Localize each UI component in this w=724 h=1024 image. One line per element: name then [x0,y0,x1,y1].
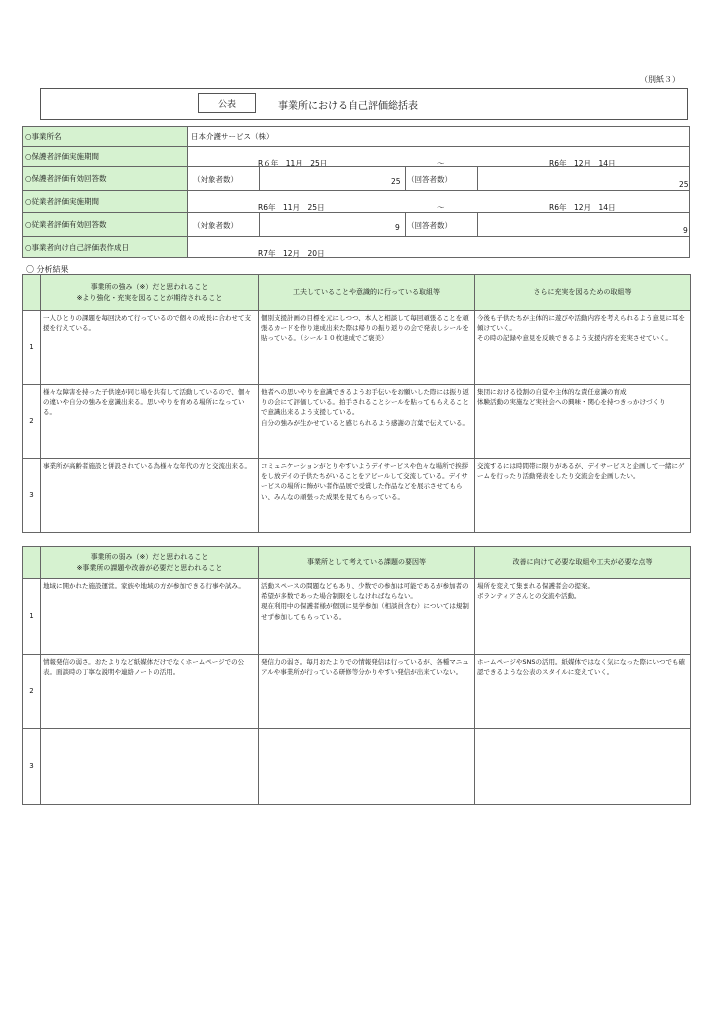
row-number: 2 [23,655,41,729]
office-name-value: 日本介護サービス（株） [191,132,274,141]
strength-text: 事業所が高齢者施設と併設されている為様々な年代の方と交流出来る。 [41,459,259,533]
weakness-cause-text: 発信力の弱さ。毎月おたよりでの情報発信は行っているが、各種マニュアルや事業所が行っている研修等分かりやすい発信が出来ていない。 [259,655,475,729]
report-date-row [22,236,690,258]
row-number: 1 [23,311,41,385]
strengths-table [22,274,691,533]
row-number: 3 [23,729,41,805]
strength-text: 一人ひとりの課題を毎回決めて行っているので個々の成長に合わせて支援を行えている。 [41,311,259,385]
staff-count-label: ○従業者評価有効回答数 [23,213,188,236]
weakness-text: 地域に開かれた施設運営。家族や地域の方が参加できる行事や試み。 [41,579,259,655]
parent-count-label: ○保護者評価有効回答数 [23,167,188,190]
report-date-value: R7年 12月 20日 [258,249,325,258]
weakness-improve-text: ホームページやSNSの活用。紙媒体ではなく気になった際にいつでも確認できるような公表のスタイルに変えていく。 [475,655,691,729]
attachment-note: （別紙３） [640,75,680,84]
weakness-text: 情報発信の弱さ。おたよりなど紙媒体だけでなくホームページでの公表。面談時の丁寧な説明や連絡ノートの活用。 [41,655,259,729]
strengths-header-3: さらに充実を図るための取組等 [475,275,691,311]
weakness-cause-text [259,729,475,805]
parent-target-value: 25 [391,177,401,186]
parent-target-label: （対象者数） [193,175,238,184]
table-row [23,459,691,533]
strength-effort-text: 他者への思いやりを意識できるようお手伝いをお願いした際には振り返りの会にて評価している。拍手されることシールを貼ってもらえることで意識出来るよう支援している。 自分の強みが生かせていると感じられるよう感謝の言葉で伝えている。 [259,385,475,459]
office-name-label: ○事業所名 [23,127,188,146]
weaknesses-header-row [23,547,691,579]
staff-period-label: ○従業者評価実施期間 [23,191,188,212]
staff-period-end: R6年 12月 14日 [549,203,616,212]
weakness-improve-text [475,729,691,805]
weakness-cause-text: 活動スペースの問題などもあり、少数での参加は可能であるが参加者の希望が多数であった場合制限をしなければならない。 現在利用中の保護者様が個別に見学参加（相談員含む）については規制せず参加してもらっている。 [259,579,475,655]
row-number: 1 [23,579,41,655]
parent-period-label: ○保護者評価実施期間 [23,147,188,166]
report-date-label: ○事業者向け自己評価表作成日 [23,237,188,257]
strengths-header-2: 工夫していることや意識的に行っている取組等 [259,275,475,311]
staff-period-start: R6年 11月 25日 [258,203,325,212]
weakness-text [41,729,259,805]
staff-respond-value: 9 [683,226,688,235]
public-label: 公表 [198,93,256,113]
table-row [23,579,691,655]
parent-respond-value: 25 [679,180,689,189]
row-number: 2 [23,385,41,459]
staff-target-value: 9 [395,223,400,232]
strength-text: 様々な障害を持った子供達が同じ場を共有して活動しているので、個々の違いや自分の強みを意識出来る。思いやりを育める場所になっている。 [41,385,259,459]
strength-enhance-text: 今後も子供たちが主体的に遊びや活動内容を考えられるよう意見に耳を傾けていく。 その時の記録や意見を反映できるよう支援内容を充実させていく。 [475,311,691,385]
table-row [23,729,691,805]
parent-period-separator: ～ [437,159,445,168]
strengths-header-1: 事業所の強み（※）だと思われること ※より強化・充実を図ることが期待されること [41,275,259,311]
weakness-improve-text: 場所を変えて集まれる保護者会の提案。 ボランティアさんとの交流や活動。 [475,579,691,655]
strengths-header-row [23,275,691,311]
weaknesses-header-2: 事業所として考えている課題の要因等 [259,547,475,579]
weaknesses-header-1: 事業所の弱み（※）だと思われること ※事業所の課題や改善が必要だと思われること [41,547,259,579]
analysis-section-label: 〇 分析結果 [26,265,69,274]
staff-period-separator: ～ [437,203,445,212]
table-row [23,385,691,459]
row-number: 3 [23,459,41,533]
weaknesses-table [22,546,691,805]
table-row [23,655,691,729]
page-title: 事業所における自己評価総括表 [278,101,418,112]
staff-target-label: （対象者数） [193,221,238,230]
parent-period-row [22,146,690,166]
parent-period-end: R6年 12月 14日 [549,159,616,168]
strength-enhance-text: 交流するには時間帯に限りがあるが、デイサービスと企画して一緒にゲームを行ったり活動発表をしたり交流会を企画したい。 [475,459,691,533]
parent-period-start: R６年 11月 25日 [258,159,328,168]
table-row [23,311,691,385]
weaknesses-header-3: 改善に向けて必要な取組や工夫が必要な点等 [475,547,691,579]
office-name-row [22,126,690,146]
staff-count-row [22,212,690,236]
staff-period-row [22,190,690,212]
staff-respond-label: （回答者数） [407,221,452,230]
parent-count-row [22,166,690,190]
strength-effort-text: 個別支援計画の目標を元にしつつ、本人と相談して毎回頑張ることを頑張るカードを作り達成出来た際は帰りの振り返りの会で発表しシールを貼っている。（シール１０枚達成でご褒美） [259,311,475,385]
strength-effort-text: コミュニケーションがとりやすいようデイサービスや色々な場所で挨拶をし放デイの子供たちがいることをアピールして交流している。デイサービスの場所に飾がい者作品展で受賞した作品などを展示させてもらい、みんなの頑張った成果を見てもらっている。 [259,459,475,533]
strength-enhance-text: 集団における役割の自覚や主体的な責任意識の育成 体験活動の実施など実社会への興味・関心を持つきっかけづくり [475,385,691,459]
parent-respond-label: （回答者数） [407,175,452,184]
